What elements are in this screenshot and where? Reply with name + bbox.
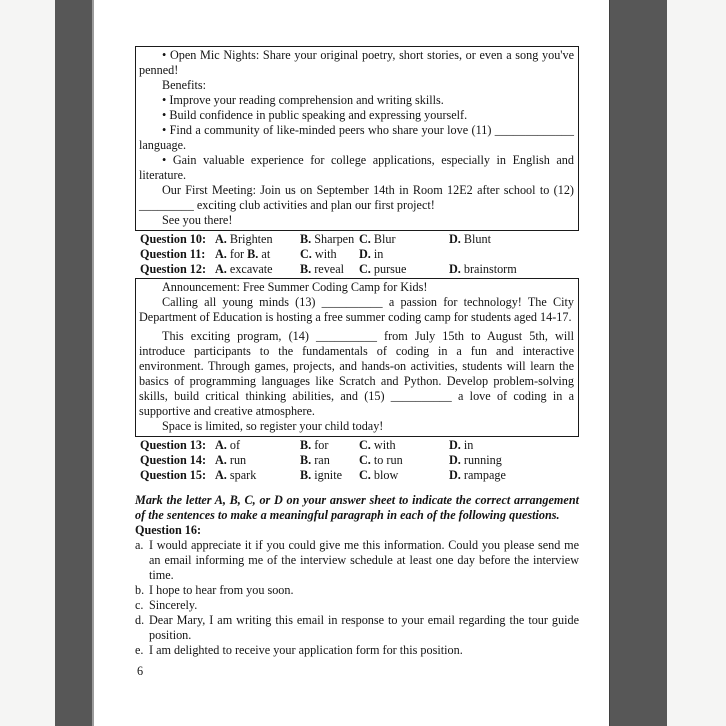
sentence-item (135, 538, 579, 583)
passage-paragraph: • Find a community of like-minded peers who share your love (11) _____________ language. (139, 123, 574, 152)
question-16-label: Question 16: (135, 523, 202, 537)
question-row-12 (140, 262, 579, 277)
question-row-14 (140, 453, 579, 468)
answer-option: C. with (300, 247, 337, 261)
question-16-sentences (135, 538, 579, 658)
question-row-15 (140, 468, 579, 483)
question-label: Question 10: (140, 232, 207, 246)
sentence-marker: b. (135, 583, 145, 597)
question-label: Question 11: (140, 247, 206, 261)
answer-option (449, 247, 579, 262)
answer-option: D. in (449, 438, 474, 452)
passage-paragraph: • Gain valuable experience for college applications, especially in English and literature. (139, 153, 574, 182)
sentence-item (135, 598, 579, 613)
passage-paragraph: This exciting program, (14) __________ from July 15th to August 5th, will introduce participants to the fundamentals of coding in a fun and interactive environment. Through games, projects, and hands-on activities, students will learn the basics of programming languages like Scratch and Python. Develop problem-solving skills, build critical thinking abilities, and (15) __________ a love of coding in a supportive and creative atmosphere. (139, 329, 574, 418)
question-label: Question 14: (140, 453, 207, 467)
question-label: Question 13: (140, 438, 207, 452)
answer-option: D. brainstorm (449, 262, 517, 276)
answer-option: C. Blur (359, 232, 396, 246)
passage-paragraph: See you there! (162, 213, 233, 227)
sentence-text: I am delighted to receive your application form for this position. (149, 643, 463, 657)
questions-13-15 (135, 437, 579, 484)
answer-option: C. with (359, 438, 396, 452)
question-label: Question 15: (140, 468, 207, 482)
answer-option: D. in (359, 247, 384, 261)
answer-option: A. run (215, 453, 247, 467)
answer-option: C. blow (359, 468, 399, 482)
answer-option: A. excavate (215, 262, 273, 276)
passage-paragraph: Benefits: (162, 78, 207, 92)
sentence-item (135, 613, 579, 643)
question-row-10 (140, 232, 579, 247)
answer-option: C. pursue (359, 262, 407, 276)
sentence-marker: a. (135, 538, 144, 552)
answer-option: D. rampage (449, 468, 506, 482)
answer-option: A. spark (215, 468, 257, 482)
answer-option: A. Brighten (215, 232, 273, 246)
answer-option: B. ignite (300, 468, 342, 482)
question-label: Question 12: (140, 262, 207, 276)
answer-option: B. reveal (300, 262, 345, 276)
answer-option: A. for B. at (215, 247, 271, 261)
passage-paragraph: • Build confidence in public speaking and expressing yourself. (162, 108, 468, 122)
passage-paragraph: Calling all young minds (13) __________ a passion for technology! The City Department of Education is hosting a free summer coding camp for students aged 14-17. (139, 295, 574, 324)
answer-option: B. for (300, 438, 329, 452)
sentence-text: Sincerely. (149, 598, 198, 612)
answer-option: D. Blunt (449, 232, 491, 246)
passage-box-coding-camp (135, 278, 579, 437)
sentence-text: I hope to hear from you soon. (149, 583, 294, 597)
passage-box-open-mic (135, 46, 579, 231)
passage-paragraph: Our First Meeting: Join us on September 14th in Room 12E2 after school to (12) _________ exciting club activities and plan our first project! (139, 183, 574, 212)
sentence-marker: e. (135, 643, 144, 657)
question-row-13 (140, 438, 579, 453)
passage-paragraph: Announcement: Free Summer Coding Camp for Kids! (162, 280, 428, 294)
answer-option: B. Sharpen (300, 232, 355, 246)
answer-option: C. to run (359, 453, 403, 467)
passage-paragraph: • Improve your reading comprehension and writing skills. (162, 93, 444, 107)
question-row-11 (140, 247, 579, 262)
answer-option: B. ran (300, 453, 330, 467)
section-instruction: Mark the letter A, B, C, or D on your answer sheet to indicate the correct arrangement of the sentences to make a meaningful paragraph in each of the following questions. (135, 493, 579, 522)
page-content (135, 46, 579, 679)
answer-option: A. of (215, 438, 241, 452)
document-page (92, 0, 610, 726)
passage-paragraph: Space is limited, so register your child today! (162, 419, 384, 433)
sentence-item (135, 583, 579, 598)
document-viewer-background (55, 0, 667, 726)
questions-10-12 (135, 231, 579, 278)
answer-option: D. running (449, 453, 502, 467)
sentence-marker: c. (135, 598, 144, 612)
sentence-text: I would appreciate it if you could give me this information. Could you please send me an email informing me of the interview schedule at least one day before the interview time. (149, 538, 579, 582)
page-number: 6 (137, 664, 144, 678)
passage-paragraph: • Open Mic Nights: Share your original poetry, short stories, or even a song you've penned! (139, 48, 574, 77)
sentence-marker: d. (135, 613, 145, 627)
sentence-text: Dear Mary, I am writing this email in response to your email regarding the tour guide position. (149, 613, 579, 642)
sentence-item (135, 643, 579, 658)
